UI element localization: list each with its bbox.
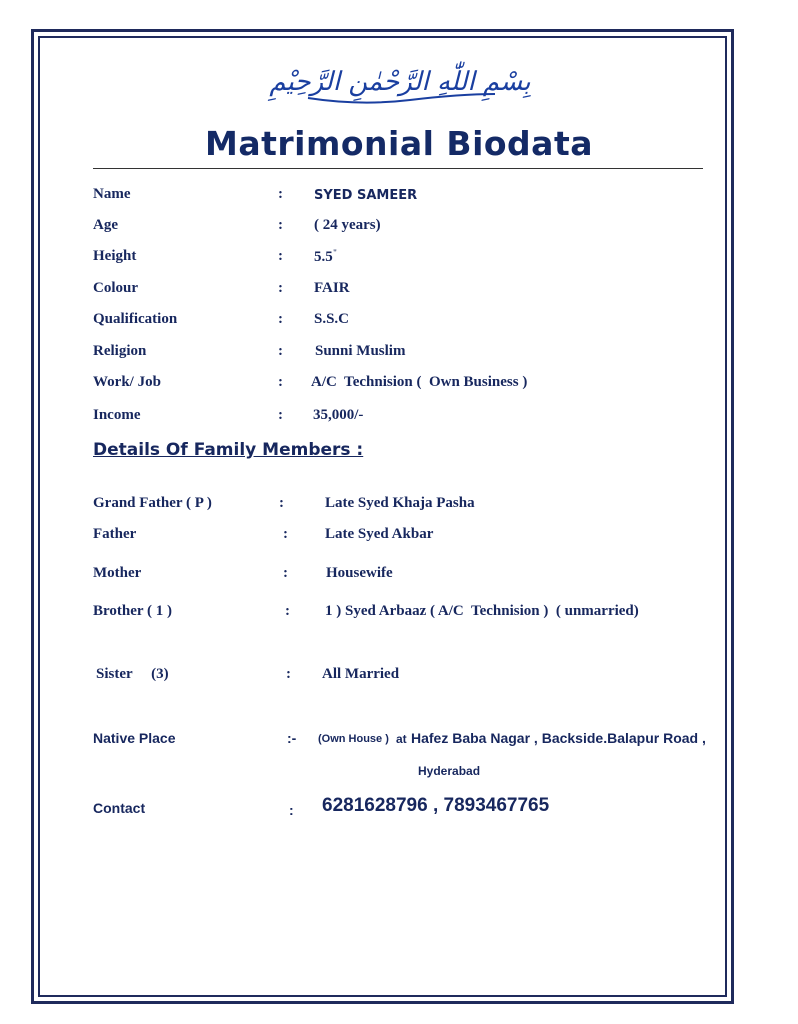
value-colour: FAIR [314, 280, 350, 296]
value-mother: Housewife [326, 565, 393, 581]
separator: : [286, 666, 291, 682]
title-rule [93, 168, 703, 169]
value-contact: 6281628796 , 7893467765 [322, 795, 550, 816]
label-mother: Mother [93, 565, 142, 581]
page-title: Matrimonial Biodata [205, 124, 593, 163]
separator: : [278, 311, 283, 327]
value-father: Late Syed Akbar [325, 526, 434, 542]
value-income: 35,000/- [313, 407, 364, 423]
native-at: at [396, 732, 407, 746]
value-height-mark: " [332, 248, 338, 257]
bismillah-calligraphy [269, 50, 531, 110]
inner-border [38, 36, 727, 997]
separator: : [285, 603, 290, 619]
separator: : [289, 802, 294, 818]
label-grandfather: Grand Father ( P ) [93, 495, 212, 511]
separator: : [278, 280, 283, 296]
separator: : [278, 343, 283, 359]
label-height: Height [93, 248, 137, 264]
label-father: Father [93, 526, 137, 542]
label-religion: Religion [93, 343, 147, 359]
bismillah-text: بِسْمِ اللّٰهِ الرَّحْمٰنِ الرَّحِيْمِ [269, 67, 531, 97]
separator: : [278, 217, 283, 233]
separator: : [278, 248, 283, 264]
separator: : [283, 565, 288, 581]
label-qualification: Qualification [93, 311, 178, 327]
label-sister: Sister (3) [96, 666, 169, 682]
value-height-number: 5.5 [314, 249, 333, 265]
value-height [314, 248, 337, 266]
separator: : [283, 526, 288, 542]
value-brother: 1 ) Syed Arbaaz ( A/C Technision ) ( unmarried) [325, 603, 639, 619]
label-colour: Colour [93, 280, 138, 296]
native-city: Hyderabad [418, 764, 481, 778]
value-religion: Sunni Muslim [315, 343, 406, 359]
label-work: Work/ Job [93, 374, 161, 390]
label-native-place: Native Place [93, 730, 176, 746]
native-address: Hafez Baba Nagar , Backside.Balapur Road , [411, 730, 706, 746]
value-age: ( 24 years) [314, 217, 381, 233]
value-sister: All Married [322, 666, 400, 682]
label-age: Age [93, 217, 118, 233]
separator: : [279, 495, 284, 511]
separator: : [278, 374, 283, 390]
value-grandfather: Late Syed Khaja Pasha [325, 495, 475, 511]
value-qualification: S.S.C [314, 311, 350, 327]
label-name: Name [93, 186, 131, 202]
value-work: A/C Technision ( Own Business ) [311, 374, 528, 390]
family-heading: Details Of Family Members : [93, 440, 364, 460]
label-contact: Contact [93, 800, 146, 816]
label-brother: Brother ( 1 ) [93, 603, 173, 619]
label-income: Income [93, 407, 141, 423]
native-prefix: (Own House ) [318, 733, 389, 745]
value-name: SYED SAMEER [314, 188, 418, 203]
native-separator: :- [287, 730, 297, 746]
separator: : [278, 407, 283, 423]
separator: : [278, 186, 283, 202]
